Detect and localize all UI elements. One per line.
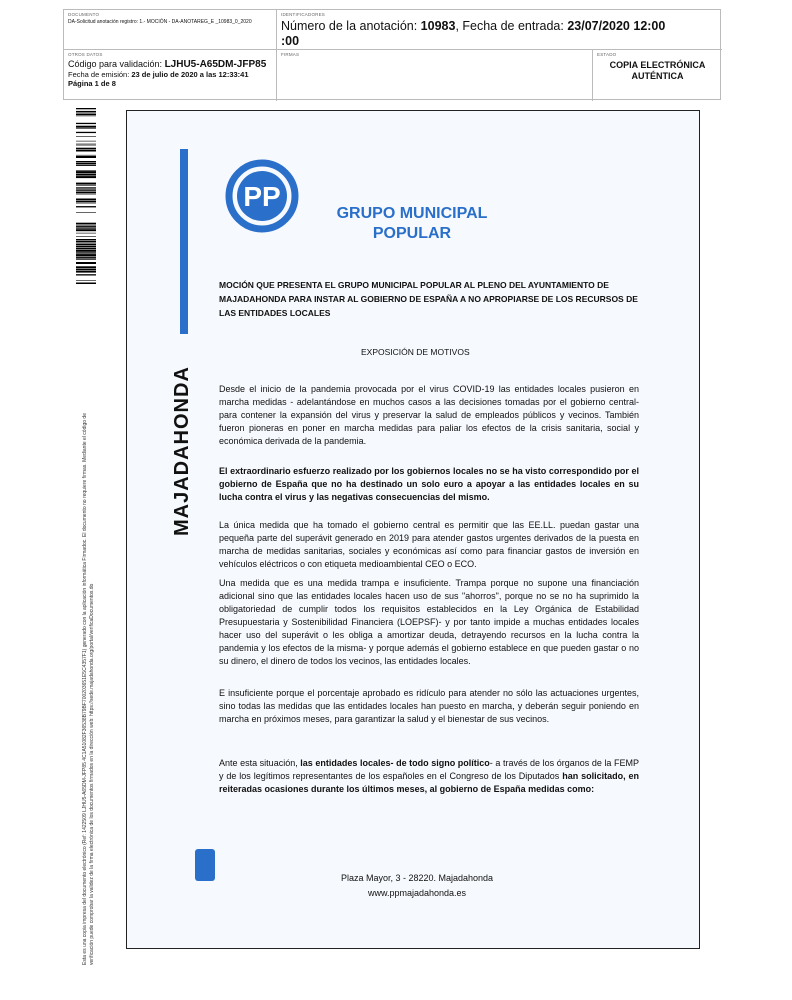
- signatures-cell: [277, 50, 593, 101]
- paragraph-4: Una medida que es una medida trampa e insuficiente. Trampa porque no supone una financiación adicional sino que las entidades locales hacen uso de sus "ahorros", porque no se no ha suprimido la obligatoriedad de cumplir todos los requisitos establecidos en la Ley Orgánica de Estabilidad Presupuestaria y Sostenibilidad Financiera (LOEPSF)- y por tanto impide a muchas entidades locales hacer uso del superávit o les obliga a amortizar deuda, detrayendo recursos en la lucha contra la pandemia y los efectos de la misma- y porque además el gobierno establece en que pueden gastar o no su dinero, el dinero de todos los vecinos, las entidades locales.: [219, 578, 639, 666]
- identifiers-cell: [277, 10, 722, 50]
- other-data-caption: OTROS DATOS: [68, 52, 103, 57]
- issue-date: 23 de julio de 2020 a las 12:33:41: [131, 70, 249, 79]
- issue-date-line: [68, 70, 272, 79]
- status-caption: ESTADO: [597, 52, 617, 57]
- issue-date-label: Fecha de emisión:: [68, 70, 132, 79]
- document-value: DA-Solicitud anotación registro: 1.- MOCIÓN - DA-ANOTAREG_E _10983_0_2020: [68, 19, 252, 25]
- scanned-page: [126, 110, 700, 949]
- annotation-number: 10983: [420, 19, 456, 33]
- decorative-blue-tab: [195, 849, 215, 881]
- validation-code-line: [68, 59, 272, 70]
- verification-note-line2[interactable]: verificación puede comprobar la validez de la firma electrónica de los documentos firmados en la dirección web: https://sede.majadahonda.org/portal/verificaDocumentos.do: [89, 583, 95, 965]
- page-footer: [307, 871, 527, 901]
- annotation-line: [281, 19, 718, 49]
- paragraph-5: E insuficiente porque el porcentaje aprobado es ridículo para atender no sólo las actuaciones urgentes, sino todas las medidas que las entidades locales han puesto en marcha, y deberán seguir poniendo en marcha en próximos meses, para garantizar la salud y el bienestar de sus vecinos.: [219, 688, 639, 724]
- barcode-icon: [76, 108, 96, 284]
- pp-logo-icon: [222, 156, 302, 236]
- paragraph-2: El extraordinario esfuerzo realizado por los gobiernos locales no se ha visto correspondido por el gobierno de España que no ha destinado un solo euro a apoyar a las entidades locales en su lucha contra el virus y las negativas consecuencias del mismo.: [219, 466, 639, 502]
- document-cell: [64, 10, 277, 50]
- signatures-caption: FIRMAS: [281, 52, 300, 57]
- other-data-cell: [64, 50, 277, 101]
- validation-code-label: Código para validación:: [68, 59, 165, 69]
- entry-date-label: , Fecha de entrada:: [455, 19, 568, 33]
- paragraph-3: La única medida que ha tomado el gobierno central es permitir que las EE.LL. puedan gastar una pequeña parte del superávit generado en 2019 para atender gastos urgentes derivados de la puesta en marcha de medidas sanitarias, sociales y económicas así como para financiar gastos de inversión en vehículos eléctricos o con etiqueta medioambiental CEO o ECO.: [219, 520, 639, 569]
- document-header-table: [63, 9, 721, 100]
- vertical-city-name: MAJADAHONDA: [171, 366, 193, 536]
- group-title: GRUPO MUNICIPAL POPULAR: [336, 205, 488, 242]
- status-cell: [593, 50, 722, 101]
- paragraph-6: Ante esta situación, las entidades locales- de todo signo político- a través de los órganos de la FEMP y de los legítimos representantes de los españoles en el Congreso de los Diputados han solicitado, en reiteradas ocasiones durante los últimos meses, al gobierno de España medidas como:: [219, 758, 640, 794]
- entry-date: 23/07/2020 12:00: [567, 19, 666, 33]
- decorative-blue-bar: [180, 149, 188, 334]
- status-badge: COPIA ELECTRÓNICA AUTÉNTICA: [609, 60, 706, 81]
- section-heading: EXPOSICIÓN DE MOTIVOS: [361, 347, 470, 357]
- document-caption: DOCUMENTO: [68, 12, 100, 17]
- paragraph-1: Desde el inicio de la pandemia provocada por el virus COVID-19 las entidades locales pusieron en marcha medidas - adelantándose en muchos casos a las decisiones tomadas por el gobierno central- para contener la expansión del virus y preservar la salud de empleados públicos y vecinos. También fueron pioneras en poner en marcha medidas para paliar los efectos de la crisis sanitaria, social y económica derivada de la pandemia.: [219, 384, 639, 446]
- logo-lettering: PP: [243, 181, 281, 212]
- entry-date-seconds: :00: [281, 34, 300, 48]
- footer-address: Plaza Mayor, 3 - 28220. Majadahonda: [340, 873, 494, 883]
- annotation-label: Número de la anotación:: [281, 19, 421, 33]
- identifiers-caption: IDENTIFICADORES: [281, 12, 326, 17]
- footer-website[interactable]: www.ppmajadahonda.es: [367, 888, 467, 898]
- page-counter: Página 1 de 8: [68, 79, 116, 88]
- verification-note-line1: Esta es una copia impresa del documento electrónico (Ref: 1422509 LJHU5-A65DM-JFP85 4C1A51082F36538B79BF700203651E5C4357F1) generado con la aplicación informática Firmadoc. El documento no requiere firmas. Mediante el código de: [82, 413, 88, 965]
- validation-code[interactable]: LJHU5-A65DM-JFP85: [164, 59, 267, 70]
- motion-title: MOCIÓN QUE PRESENTA EL GRUPO MUNICIPAL POPULAR AL PLENO DEL AYUNTAMIENTO DE MAJADAHONDA PARA INSTAR AL GOBIERNO DE ESPAÑA A NO APROPIARSE DE LOS RECURSOS DE LAS ENTIDADES LOCALES: [219, 280, 638, 318]
